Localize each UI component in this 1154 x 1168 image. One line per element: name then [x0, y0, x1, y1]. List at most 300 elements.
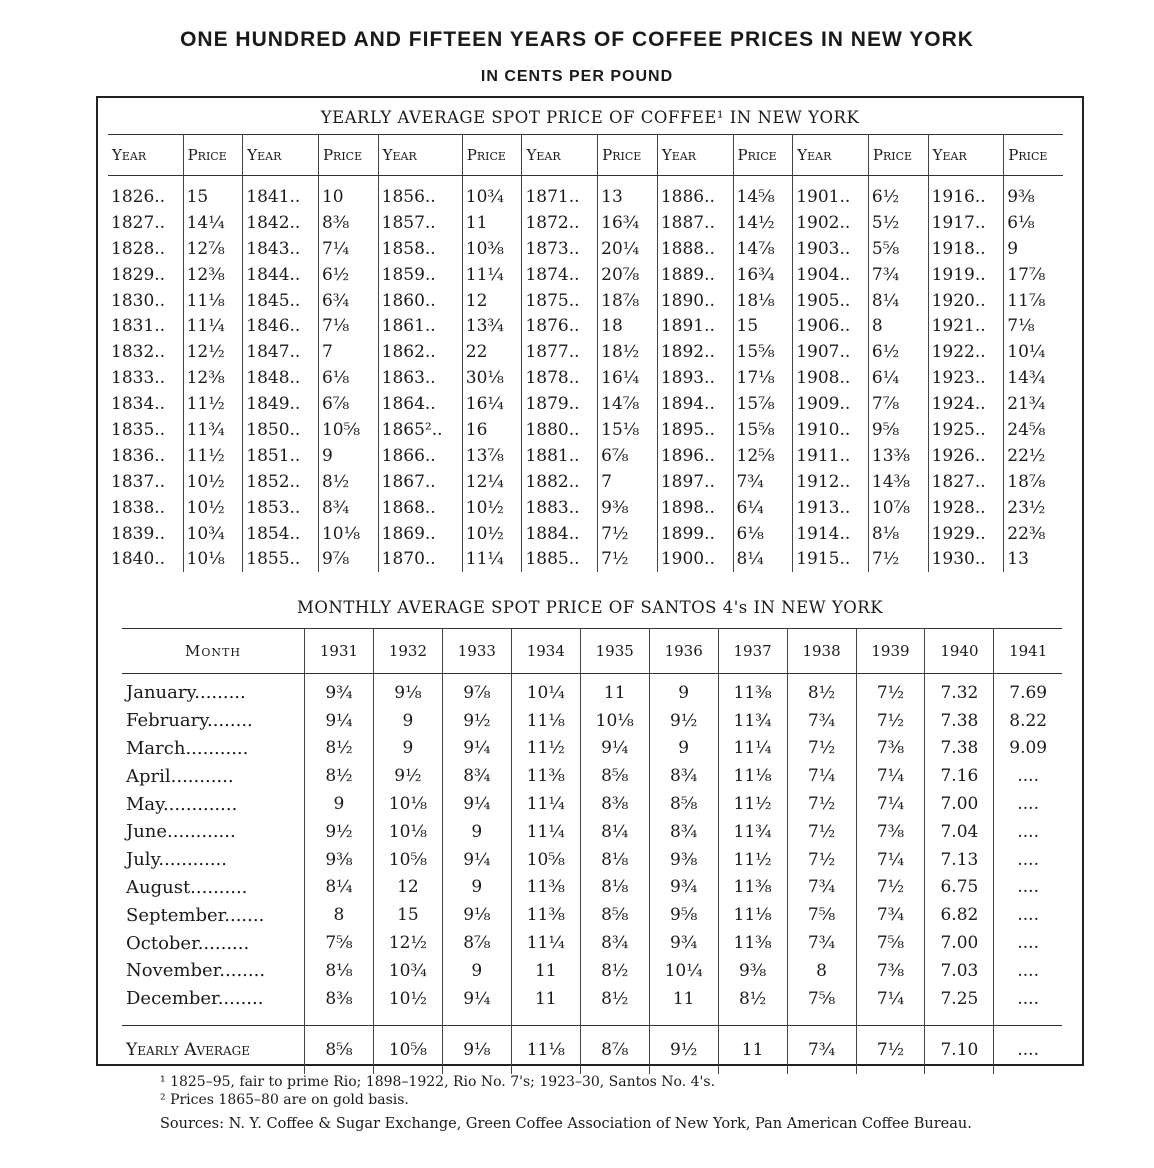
price-cell: 9⅞	[318, 546, 378, 572]
month-row	[122, 929, 1062, 957]
price-cell: 11¼	[183, 313, 243, 339]
price-cell: 14⅞	[733, 236, 793, 262]
year-cell: 1869..	[378, 521, 462, 547]
year-cell: 1900..	[657, 546, 733, 572]
price-cell: 10⅜	[462, 236, 522, 262]
month-header: Month	[122, 629, 305, 674]
price-cell: 6⅞	[598, 443, 658, 469]
price-cell: 10¾	[462, 176, 522, 210]
monthly-price-cell: 11	[511, 957, 580, 985]
monthly-price-cell: 8¾	[649, 818, 718, 846]
monthly-price-cell: 9.09	[1009, 738, 1048, 759]
monthly-price-cell: 9	[442, 874, 511, 902]
spacer-cell	[925, 1013, 994, 1026]
month-name: April...........	[122, 762, 305, 790]
year-cell: 1896..	[657, 443, 733, 469]
year-cell: 1846..	[243, 313, 319, 339]
price-cell: 15	[733, 313, 793, 339]
price-cell: 6½	[868, 176, 928, 210]
monthly-price-cell: 9⅛	[442, 901, 511, 929]
year-cell: 1868..	[378, 495, 462, 521]
monthly-price-cell: ....	[1017, 849, 1039, 870]
year-cell: 1844..	[243, 262, 319, 288]
month-name: September.......	[122, 901, 305, 929]
price-cell: 6¾	[318, 288, 378, 314]
price-cell: 15⅛	[598, 417, 658, 443]
monthly-price-cell: 11⅛	[511, 707, 580, 735]
yearly-average-cell: ....	[994, 1025, 1062, 1074]
month-name: June............	[122, 818, 305, 846]
year-cell: 1862..	[378, 339, 462, 365]
price-cell: 18⅛	[733, 288, 793, 314]
monthly-price-cell: 8¼	[580, 818, 649, 846]
year-cell: 1897..	[657, 469, 733, 495]
monthly-price-cell: 7¼	[856, 985, 925, 1013]
year-cell: 1880..	[522, 417, 598, 443]
monthly-price-cell: ....	[1017, 960, 1039, 981]
yearly-average-cell: 11	[718, 1025, 787, 1074]
year-header: Year	[243, 135, 319, 176]
monthly-price-cell: 12½	[373, 929, 442, 957]
price-cell: 6¼	[733, 495, 793, 521]
price-cell: 5½	[868, 210, 928, 236]
year-cell: 1905..	[793, 288, 869, 314]
price-cell: 13⅜	[868, 443, 928, 469]
price-cell: 10½	[462, 521, 522, 547]
year-cell: 1858..	[378, 236, 462, 262]
price-cell: 8¾	[318, 495, 378, 521]
monthly-price-cell: 9¼	[442, 790, 511, 818]
monthly-price-cell: 8⅝	[649, 790, 718, 818]
price-cell: 13⅞	[462, 443, 522, 469]
monthly-price-cell: 11¼	[511, 818, 580, 846]
monthly-price-cell: 11⅛	[718, 901, 787, 929]
year-cell: 1879..	[522, 391, 598, 417]
price-cell: 6¼	[868, 365, 928, 391]
monthly-price-cell: 8⅜	[305, 985, 374, 1013]
year-cell: 1886..	[657, 176, 733, 210]
price-cell: 18	[598, 313, 658, 339]
monthly-price-cell: 9	[649, 674, 718, 707]
monthly-price-cell: 7⅜	[856, 957, 925, 985]
price-cell: 8¼	[733, 546, 793, 572]
year-column-header: 1932	[373, 629, 442, 674]
monthly-price-cell: 7⅝	[305, 929, 374, 957]
spacer-cell	[994, 1013, 1062, 1026]
monthly-price-cell: 9⅜	[305, 846, 374, 874]
year-header: Year	[657, 135, 733, 176]
price-header: Price	[1004, 135, 1063, 176]
price-cell: 14¾	[1007, 368, 1046, 389]
price-cell: 10½	[462, 495, 522, 521]
monthly-price-cell: 8⅝	[580, 762, 649, 790]
monthly-price-cell: 7¼	[856, 762, 925, 790]
year-cell: 1916..	[928, 176, 1004, 210]
price-cell: 10⅝	[318, 417, 378, 443]
year-column-header: 1941	[994, 629, 1062, 674]
year-cell: 1839..	[108, 521, 183, 547]
year-column-header: 1938	[787, 629, 856, 674]
monthly-price-cell: 7½	[787, 818, 856, 846]
monthly-price-cell: 11¼	[511, 929, 580, 957]
yearly-row	[108, 236, 1063, 262]
year-cell: 1827..	[108, 210, 183, 236]
price-cell: 30⅛	[462, 365, 522, 391]
month-row	[122, 957, 1062, 985]
year-cell: 1889..	[657, 262, 733, 288]
monthly-price-cell: 7½	[856, 707, 925, 735]
price-cell: 7⅞	[868, 391, 928, 417]
month-name: July............	[122, 846, 305, 874]
monthly-table-title: MONTHLY AVERAGE SPOT PRICE OF SANTOS 4's IN NEW YORK	[296, 598, 884, 617]
monthly-price-cell: 8½	[718, 985, 787, 1013]
price-cell: 20¼	[598, 236, 658, 262]
price-cell: 7¼	[318, 236, 378, 262]
monthly-price-cell: 9½	[373, 762, 442, 790]
yearly-row	[108, 365, 1063, 391]
month-name: October.........	[122, 929, 305, 957]
price-cell: 18½	[598, 339, 658, 365]
monthly-price-cell: 11¾	[718, 707, 787, 735]
monthly-price-cell: 10¼	[649, 957, 718, 985]
yearly-average-cell: 7.10	[925, 1025, 994, 1074]
price-cell: 13	[1007, 549, 1029, 570]
page-title: ONE HUNDRED AND FIFTEEN YEARS OF COFFEE PRICES IN NEW YORK	[180, 28, 974, 51]
year-cell: 1930..	[928, 546, 1004, 572]
year-cell: 1888..	[657, 236, 733, 262]
monthly-price-cell: 8⅛	[580, 874, 649, 902]
year-cell: 1849..	[243, 391, 319, 417]
year-cell: 1848..	[243, 365, 319, 391]
year-cell: 1908..	[793, 365, 869, 391]
month-name: December........	[122, 985, 305, 1013]
year-cell: 1872..	[522, 210, 598, 236]
price-cell: 10¼	[1007, 342, 1046, 363]
spacer-cell	[122, 1013, 305, 1026]
price-cell: 22½	[1007, 445, 1046, 466]
year-cell: 1831..	[108, 313, 183, 339]
monthly-price-cell: 11⅜	[511, 762, 580, 790]
year-cell: 1887..	[657, 210, 733, 236]
year-cell: 1845..	[243, 288, 319, 314]
price-cell: 15⅝	[733, 417, 793, 443]
price-cell: 8	[868, 313, 928, 339]
month-row	[122, 762, 1062, 790]
price-cell: 24⅝	[1007, 419, 1046, 440]
yearly-row	[108, 443, 1063, 469]
monthly-price-cell: 7½	[787, 790, 856, 818]
monthly-price-cell: 10⅛	[580, 707, 649, 735]
price-cell: 10¾	[183, 521, 243, 547]
monthly-price-cell: 7¾	[787, 874, 856, 902]
monthly-price-cell: 9	[373, 707, 442, 735]
monthly-price-cell: 10⅝	[511, 846, 580, 874]
monthly-price-cell: 11	[511, 985, 580, 1013]
price-cell: 10½	[183, 495, 243, 521]
price-cell: 20⅞	[598, 262, 658, 288]
year-cell: 1909..	[793, 391, 869, 417]
yearly-average-cell: 7¾	[787, 1025, 856, 1074]
price-cell: 10⅛	[318, 521, 378, 547]
year-header: Year	[522, 135, 598, 176]
price-cell: 22⅜	[1007, 523, 1046, 544]
year-cell: 1828..	[108, 236, 183, 262]
year-cell: 1867..	[378, 469, 462, 495]
yearly-average-cell: 9½	[649, 1025, 718, 1074]
price-cell: 6⅛	[318, 365, 378, 391]
month-name: November........	[122, 957, 305, 985]
price-cell: 18⅞	[1007, 471, 1046, 492]
year-cell: 1827..	[928, 469, 1004, 495]
monthly-price-cell: 8½	[305, 735, 374, 763]
sources-note: Sources: N. Y. Coffee & Sugar Exchange, Green Coffee Association of New York, Pan American Coffee Bureau.	[160, 1116, 972, 1132]
monthly-price-cell: 11½	[718, 790, 787, 818]
price-cell: 12⅜	[183, 365, 243, 391]
monthly-price-cell: 7.00	[925, 929, 994, 957]
price-cell: 15⅞	[733, 391, 793, 417]
price-cell: 7⅛	[1007, 316, 1035, 337]
month-name: August..........	[122, 874, 305, 902]
price-header: Price	[868, 135, 928, 176]
year-cell: 1890..	[657, 288, 733, 314]
month-row	[122, 707, 1062, 735]
year-cell: 1842..	[243, 210, 319, 236]
yearly-row	[108, 546, 1063, 572]
year-cell: 1906..	[793, 313, 869, 339]
yearly-row	[108, 313, 1063, 339]
year-cell: 1861..	[378, 313, 462, 339]
year-column-header: 1939	[856, 629, 925, 674]
monthly-price-cell: 11⅜	[718, 674, 787, 707]
yearly-average-cell: 8⅞	[580, 1025, 649, 1074]
year-cell: 1873..	[522, 236, 598, 262]
monthly-price-cell: ....	[1017, 988, 1039, 1009]
year-column-header: 1933	[442, 629, 511, 674]
month-row	[122, 818, 1062, 846]
price-cell: 6⅞	[318, 391, 378, 417]
monthly-price-cell: 11¾	[718, 818, 787, 846]
monthly-price-cell: 8	[787, 957, 856, 985]
monthly-price-cell: 15	[373, 901, 442, 929]
price-cell: 9⅝	[868, 417, 928, 443]
year-cell: 1919..	[928, 262, 1004, 288]
monthly-price-cell: 9½	[649, 707, 718, 735]
price-cell: 16	[462, 417, 522, 443]
yearly-row	[108, 288, 1063, 314]
price-cell: 16¼	[462, 391, 522, 417]
monthly-price-cell: 11	[580, 674, 649, 707]
spacer-cell	[373, 1013, 442, 1026]
price-cell: 6½	[318, 262, 378, 288]
price-cell: 17⅛	[733, 365, 793, 391]
price-cell: 7½	[598, 521, 658, 547]
yearly-average-cell: 8⅝	[305, 1025, 374, 1074]
spacer-row	[122, 1013, 1062, 1026]
year-cell: 1851..	[243, 443, 319, 469]
price-cell: 11½	[183, 443, 243, 469]
spacer-cell	[442, 1013, 511, 1026]
monthly-price-cell: 7.38	[925, 735, 994, 763]
year-cell: 1881..	[522, 443, 598, 469]
year-cell: 1853..	[243, 495, 319, 521]
monthly-price-cell: 6.75	[925, 874, 994, 902]
monthly-price-cell: 8¾	[580, 929, 649, 957]
year-cell: 1843..	[243, 236, 319, 262]
year-cell: 1893..	[657, 365, 733, 391]
month-row	[122, 901, 1062, 929]
yearly-average-cell: 11⅛	[511, 1025, 580, 1074]
monthly-price-cell: 7.32	[925, 674, 994, 707]
price-cell: 9⅜	[1007, 186, 1035, 207]
monthly-price-cell: 11½	[718, 846, 787, 874]
monthly-price-cell: ....	[1017, 877, 1039, 898]
year-cell: 1892..	[657, 339, 733, 365]
monthly-price-cell: 9¼	[442, 735, 511, 763]
monthly-price-cell: 6.82	[925, 901, 994, 929]
monthly-price-cell: 8⅝	[580, 901, 649, 929]
year-cell: 1903..	[793, 236, 869, 262]
monthly-price-cell: ....	[1017, 766, 1039, 787]
price-header: Price	[183, 135, 243, 176]
monthly-price-cell: 9¾	[305, 674, 374, 707]
spacer-cell	[787, 1013, 856, 1026]
yearly-row	[108, 417, 1063, 443]
price-cell: 16¾	[733, 262, 793, 288]
spacer-cell	[718, 1013, 787, 1026]
year-cell: 1865²..	[378, 417, 462, 443]
yearly-average-row	[122, 1025, 1062, 1074]
monthly-price-cell: 7.04	[925, 818, 994, 846]
monthly-price-cell: 7½	[787, 735, 856, 763]
year-cell: 1860..	[378, 288, 462, 314]
year-cell: 1866..	[378, 443, 462, 469]
month-row	[122, 735, 1062, 763]
monthly-price-cell: 10½	[373, 985, 442, 1013]
price-cell: 7¾	[733, 469, 793, 495]
price-cell: 5⅝	[868, 236, 928, 262]
price-cell: 12	[462, 288, 522, 314]
price-header: Price	[318, 135, 378, 176]
monthly-price-cell: 9	[442, 957, 511, 985]
year-cell: 1922..	[928, 339, 1004, 365]
monthly-price-cell: 8½	[580, 957, 649, 985]
yearly-average-cell: 10⅝	[373, 1025, 442, 1074]
monthly-price-cell: 8¾	[442, 762, 511, 790]
price-cell: 12½	[183, 339, 243, 365]
year-cell: 1856..	[378, 176, 462, 210]
yearly-average-cell: 7½	[856, 1025, 925, 1074]
price-cell: 21¾	[1007, 394, 1046, 415]
year-column-header: 1934	[511, 629, 580, 674]
month-row	[122, 674, 1062, 707]
yearly-row	[108, 391, 1063, 417]
monthly-price-cell: 7.25	[925, 985, 994, 1013]
monthly-price-cell: 9⅛	[373, 674, 442, 707]
year-cell: 1894..	[657, 391, 733, 417]
price-cell: 7½	[598, 546, 658, 572]
month-row	[122, 985, 1062, 1013]
price-cell: 22	[462, 339, 522, 365]
monthly-price-cell: 7.03	[925, 957, 994, 985]
monthly-price-cell: 9	[649, 735, 718, 763]
price-cell: 10⅛	[183, 546, 243, 572]
year-cell: 1915..	[793, 546, 869, 572]
month-name: May.............	[122, 790, 305, 818]
tables-frame	[96, 96, 1084, 1066]
year-header: Year	[108, 135, 183, 176]
year-cell: 1928..	[928, 495, 1004, 521]
price-cell: 8⅜	[318, 210, 378, 236]
monthly-price-cell: 9⅞	[442, 674, 511, 707]
price-cell: 11½	[183, 391, 243, 417]
year-cell: 1914..	[793, 521, 869, 547]
year-header: Year	[793, 135, 869, 176]
price-cell: 9	[318, 443, 378, 469]
year-cell: 1826..	[108, 176, 183, 210]
monthly-price-cell: 10⅛	[373, 818, 442, 846]
monthly-price-cell: 11⅛	[718, 762, 787, 790]
monthly-price-cell: 9½	[442, 707, 511, 735]
price-cell: 15⅝	[733, 339, 793, 365]
monthly-price-cell: 9¾	[649, 874, 718, 902]
monthly-price-cell: 8	[305, 901, 374, 929]
monthly-price-cell: 9⅜	[718, 957, 787, 985]
monthly-price-cell: 9⅝	[649, 901, 718, 929]
monthly-price-cell: 9	[373, 735, 442, 763]
price-cell: 12⅝	[733, 443, 793, 469]
price-cell: 7½	[868, 546, 928, 572]
monthly-price-cell: 8½	[787, 674, 856, 707]
price-cell: 16¾	[598, 210, 658, 236]
monthly-price-cell: 7¼	[787, 762, 856, 790]
price-cell: 7⅛	[318, 313, 378, 339]
monthly-price-cell: 7¾	[856, 901, 925, 929]
monthly-price-cell: 9¼	[305, 707, 374, 735]
year-cell: 1883..	[522, 495, 598, 521]
monthly-price-cell: 7.38	[925, 707, 994, 735]
month-name: March...........	[122, 735, 305, 763]
year-cell: 1918..	[928, 236, 1004, 262]
year-column-header: 1937	[718, 629, 787, 674]
monthly-price-cell: ....	[1017, 821, 1039, 842]
year-cell: 1921..	[928, 313, 1004, 339]
price-cell: 10⅞	[868, 495, 928, 521]
year-cell: 1912..	[793, 469, 869, 495]
monthly-price-cell: 7.13	[925, 846, 994, 874]
monthly-price-cell: 9	[305, 790, 374, 818]
month-name: February........	[122, 707, 305, 735]
price-cell: 6⅛	[1007, 212, 1035, 233]
monthly-price-cell: 9¾	[649, 929, 718, 957]
price-cell: 15	[183, 176, 243, 210]
yearly-row	[108, 339, 1063, 365]
year-cell: 1882..	[522, 469, 598, 495]
monthly-price-cell: 11½	[511, 735, 580, 763]
monthly-price-cell: 11⅜	[718, 929, 787, 957]
year-cell: 1901..	[793, 176, 869, 210]
year-cell: 1854..	[243, 521, 319, 547]
spacer-cell	[305, 1013, 374, 1026]
year-cell: 1832..	[108, 339, 183, 365]
monthly-price-table	[122, 628, 1062, 1074]
monthly-price-cell: ....	[1017, 933, 1039, 954]
spacer-cell	[649, 1013, 718, 1026]
year-cell: 1875..	[522, 288, 598, 314]
year-column-header: 1931	[305, 629, 374, 674]
price-cell: 14⅝	[733, 176, 793, 210]
year-header: Year	[378, 135, 462, 176]
yearly-table-title: YEARLY AVERAGE SPOT PRICE OF COFFEE¹ IN NEW YORK	[320, 108, 860, 127]
